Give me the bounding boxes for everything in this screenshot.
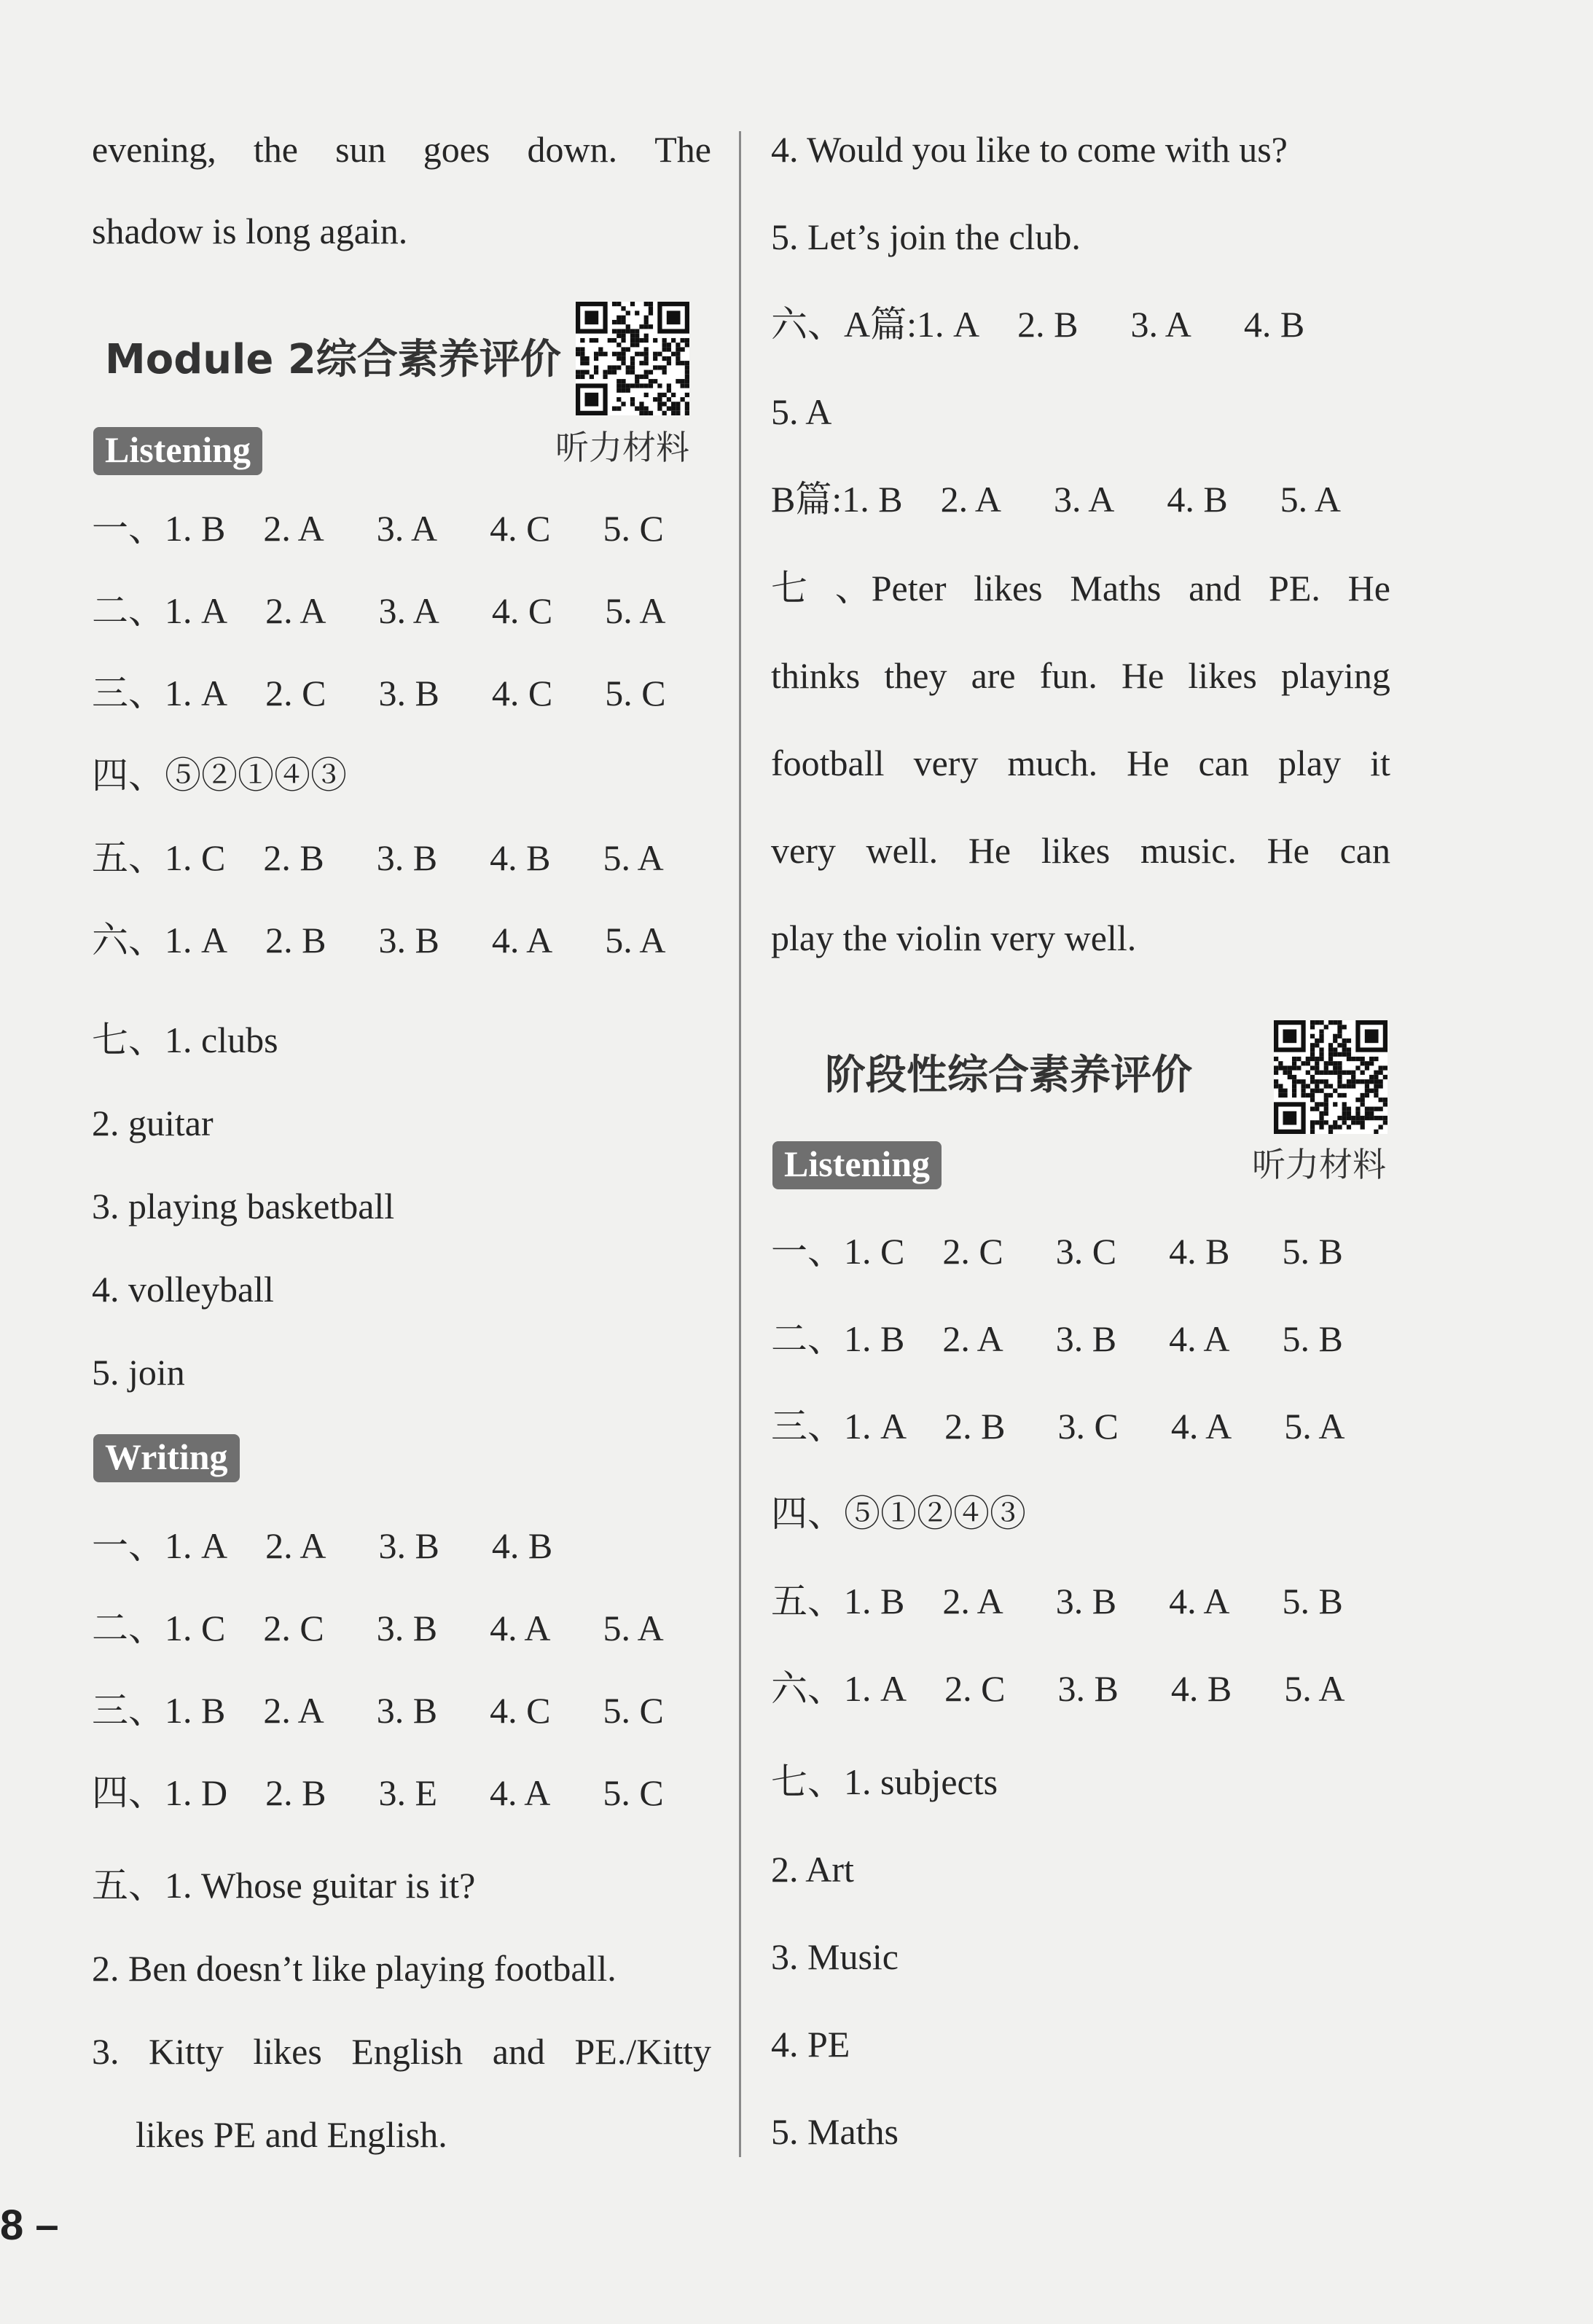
answer-item: 4. B [490, 837, 551, 878]
qr-label: 听力材料 [555, 428, 689, 467]
qr-code-icon [576, 302, 689, 415]
answer-item: 4. A [1170, 1406, 1232, 1447]
word: football [771, 743, 885, 783]
word: much. [1007, 743, 1098, 783]
answer-item: 3. B [378, 673, 439, 713]
answer-item: 3. A [376, 508, 438, 549]
answer-item: 三、1. A [771, 1406, 907, 1447]
answer-item: 5. C [603, 1772, 664, 1813]
answer-line [771, 1670, 1345, 1707]
answer-item: 5. B [1282, 1581, 1343, 1621]
module-title: Module 2综合素养评价 [105, 336, 561, 383]
word: He [1267, 830, 1310, 871]
answer-item: 2. B [944, 1406, 1006, 1447]
paragraph-line [771, 745, 1390, 781]
answer-item: 4. A [1169, 1318, 1230, 1359]
answer-line [92, 675, 666, 711]
word: the [253, 129, 298, 170]
word: very [913, 743, 979, 783]
answer-line [771, 1583, 1343, 1619]
answer-line [92, 510, 664, 547]
answer-item: 3. C [1055, 1231, 1117, 1272]
answer-item: 五、1. C [92, 837, 226, 878]
answer-item: 2. A [263, 1690, 324, 1731]
paragraph-last-line: play the violin very well. [771, 918, 1137, 958]
answer-item: 5. C [603, 508, 664, 549]
answer-item: 2. A [942, 1581, 1003, 1621]
word: PE./Kitty [574, 2031, 711, 2072]
word: Maths [1070, 568, 1162, 609]
word: The [654, 129, 711, 170]
answer-line: likes PE and English. [136, 2114, 447, 2155]
answer-line: 3. playing basketball [92, 1186, 395, 1226]
answer-item: 一、1. C [771, 1231, 905, 1272]
answer-line [771, 1318, 1343, 1359]
answer-item: 3. B [378, 1525, 439, 1566]
writing-tag: Writing [93, 1434, 240, 1482]
answer-item: 三、1. B [92, 1690, 226, 1731]
answer-item: 4. A [490, 1772, 551, 1813]
answer-item: 4. B [1167, 479, 1228, 520]
answer-item: 三、1. A [92, 673, 228, 713]
answer-line: 3. Music [771, 1936, 899, 1977]
answer-line [92, 592, 666, 629]
intro-line-1 [92, 131, 711, 168]
answer-item: 2. B [1017, 304, 1079, 345]
word: fun. [1039, 655, 1097, 696]
word: can [1339, 830, 1390, 871]
answer-item: 3. B [1055, 1581, 1117, 1621]
answer-item: 5. C [605, 673, 666, 713]
column-divider [739, 131, 741, 2157]
word: well. [866, 830, 939, 871]
answer-line [92, 1772, 664, 1813]
answer-item: 2. C [944, 1668, 1006, 1709]
word: 、Peter [834, 568, 947, 609]
answer-item: 六、A篇:1. A [771, 304, 980, 345]
qr-label: 听力材料 [1252, 1145, 1386, 1184]
word: He [1127, 743, 1170, 783]
answer-item: 2. A [265, 1525, 326, 1566]
page-number: 8 – [0, 2202, 59, 2249]
answer-line: 5. Let’s join the club. [771, 216, 1081, 257]
answer-line: 5. join [92, 1352, 185, 1393]
word: they [884, 655, 947, 696]
answer-item: 5. C [603, 1690, 664, 1731]
answer-item: 4. C [490, 1690, 551, 1731]
answer-line: 4. volleyball [92, 1269, 274, 1310]
answer-item: 2. B [265, 920, 326, 960]
answer-item: 2. A [940, 479, 1001, 520]
word: can [1198, 743, 1249, 783]
answer-item: 5. B [1282, 1318, 1343, 1359]
answer-item: 5. A [603, 1608, 664, 1648]
answer-line: 2. Art [771, 1849, 854, 1890]
answer-item: 5. A [605, 920, 666, 960]
answer-item: 二、1. A [92, 590, 228, 631]
answer-item: 5. A [603, 837, 664, 878]
word: sun [335, 129, 386, 170]
answer-item: 5. B [1282, 1231, 1343, 1272]
answer-line: 2. guitar [92, 1103, 214, 1143]
word: goes [423, 129, 490, 170]
answer-item: 一、1. A [92, 1525, 228, 1566]
answer-line: 五、1. Whose guitar is it? [92, 1865, 476, 1906]
answer-item: 5. A [1280, 479, 1342, 520]
answer-item: 4. B [1243, 304, 1305, 345]
paragraph-line [771, 568, 1390, 609]
answer-item: 一、1. B [92, 508, 226, 549]
answer-item: 4. B [1169, 1231, 1230, 1272]
word: and [492, 2031, 545, 2072]
answer-item: 4. A [491, 920, 553, 960]
word: likes [253, 2031, 322, 2072]
answer-item: 2. B [265, 1772, 326, 1813]
intro-line-2: shadow is long again. [92, 211, 408, 251]
answer-item: 3. B [1055, 1318, 1117, 1359]
answer-item: 3. A [1053, 479, 1115, 520]
answer-line: 七、1. subjects [771, 1761, 998, 1802]
answer-item: 2. A [265, 590, 326, 631]
answer-line: 5. A [771, 391, 832, 432]
answer-line [92, 1610, 664, 1646]
answer-item: 4. A [490, 1608, 551, 1648]
answer-item: 4. B [491, 1525, 553, 1566]
answer-item: 四、⑤②①④③ [92, 755, 347, 796]
answer-item: 5. A [1284, 1406, 1345, 1447]
answer-item: 2. C [942, 1231, 1003, 1272]
word: 3. [92, 2031, 120, 2072]
answer-item: 3. B [376, 837, 438, 878]
answer-line [771, 479, 1342, 520]
word: and [1189, 568, 1242, 609]
answer-item: 2. A [942, 1318, 1003, 1359]
listening-tag: Listening [772, 1141, 942, 1189]
word: thinks [771, 655, 861, 696]
answer-line: 5. Maths [771, 2111, 899, 2152]
word: likes [974, 568, 1043, 609]
word: PE. [1269, 568, 1320, 609]
word: He [1121, 655, 1165, 696]
answer-item: 四、⑤①②④③ [771, 1493, 1026, 1534]
answer-item: 3. C [1057, 1406, 1119, 1447]
answer-item: 4. A [1169, 1581, 1230, 1621]
answer-line [771, 1495, 1026, 1532]
answer-item: 4. C [491, 590, 553, 631]
answer-item: 2. C [263, 1608, 324, 1648]
answer-item: 4. B [1170, 1668, 1232, 1709]
word: He [968, 830, 1011, 871]
word: are [971, 655, 1016, 696]
paragraph-line [771, 832, 1390, 869]
answer-item: 3. A [378, 590, 439, 631]
word: English [351, 2031, 463, 2072]
answer-item: 3. A [1130, 304, 1191, 345]
word: music. [1140, 830, 1237, 871]
stage-title: 阶段性综合素养评价 [825, 1052, 1192, 1099]
answer-line [92, 837, 664, 878]
answer-item: 3. B [376, 1690, 438, 1731]
answer-item: 3. B [376, 1608, 438, 1648]
qr-code-icon [1274, 1020, 1387, 1134]
answer-item: 5. A [605, 590, 666, 631]
word: very [771, 830, 836, 871]
answer-line [92, 1692, 664, 1729]
word: 七 [771, 568, 807, 609]
word: it [1370, 743, 1390, 783]
answer-item: 4. C [490, 508, 551, 549]
word: down. [527, 129, 618, 170]
word: He [1347, 568, 1390, 609]
word: play [1277, 743, 1342, 783]
answer-line [92, 757, 347, 794]
paragraph-line [771, 657, 1390, 694]
word: evening, [92, 129, 216, 170]
answer-item: 二、1. C [92, 1608, 226, 1648]
answer-item: B篇:1. B [771, 479, 903, 520]
answer-item: 2. C [265, 673, 326, 713]
word: likes [1188, 655, 1257, 696]
word: playing [1280, 655, 1390, 696]
answer-item: 六、1. A [771, 1668, 907, 1709]
answer-line: 4. Would you like to come with us? [771, 129, 1288, 170]
answer-item: 4. C [491, 673, 553, 713]
answer-item: 5. A [1284, 1668, 1345, 1709]
answer-item: 3. B [378, 920, 439, 960]
answer-item: 2. A [263, 508, 324, 549]
answer-line [92, 1527, 552, 1564]
answer-item: 3. E [378, 1772, 438, 1813]
answer-line [771, 1406, 1345, 1447]
answer-line [771, 306, 1304, 343]
answer-item: 四、1. D [92, 1772, 228, 1813]
answer-line [92, 922, 666, 958]
answer-item: 3. B [1057, 1668, 1119, 1709]
word: Kitty [149, 2031, 224, 2072]
answer-line: 2. Ben doesn’t like playing football. [92, 1948, 617, 1989]
answer-item: 五、1. B [771, 1581, 905, 1621]
answer-line [92, 2033, 711, 2070]
answer-line [771, 1231, 1343, 1272]
answer-item: 六、1. A [92, 920, 228, 960]
answer-line: 七、1. clubs [92, 1020, 278, 1060]
listening-tag: Listening [93, 427, 262, 475]
word: likes [1041, 830, 1111, 871]
answer-item: 二、1. B [771, 1318, 905, 1359]
answer-line: 4. PE [771, 2024, 850, 2065]
answer-item: 2. B [263, 837, 324, 878]
